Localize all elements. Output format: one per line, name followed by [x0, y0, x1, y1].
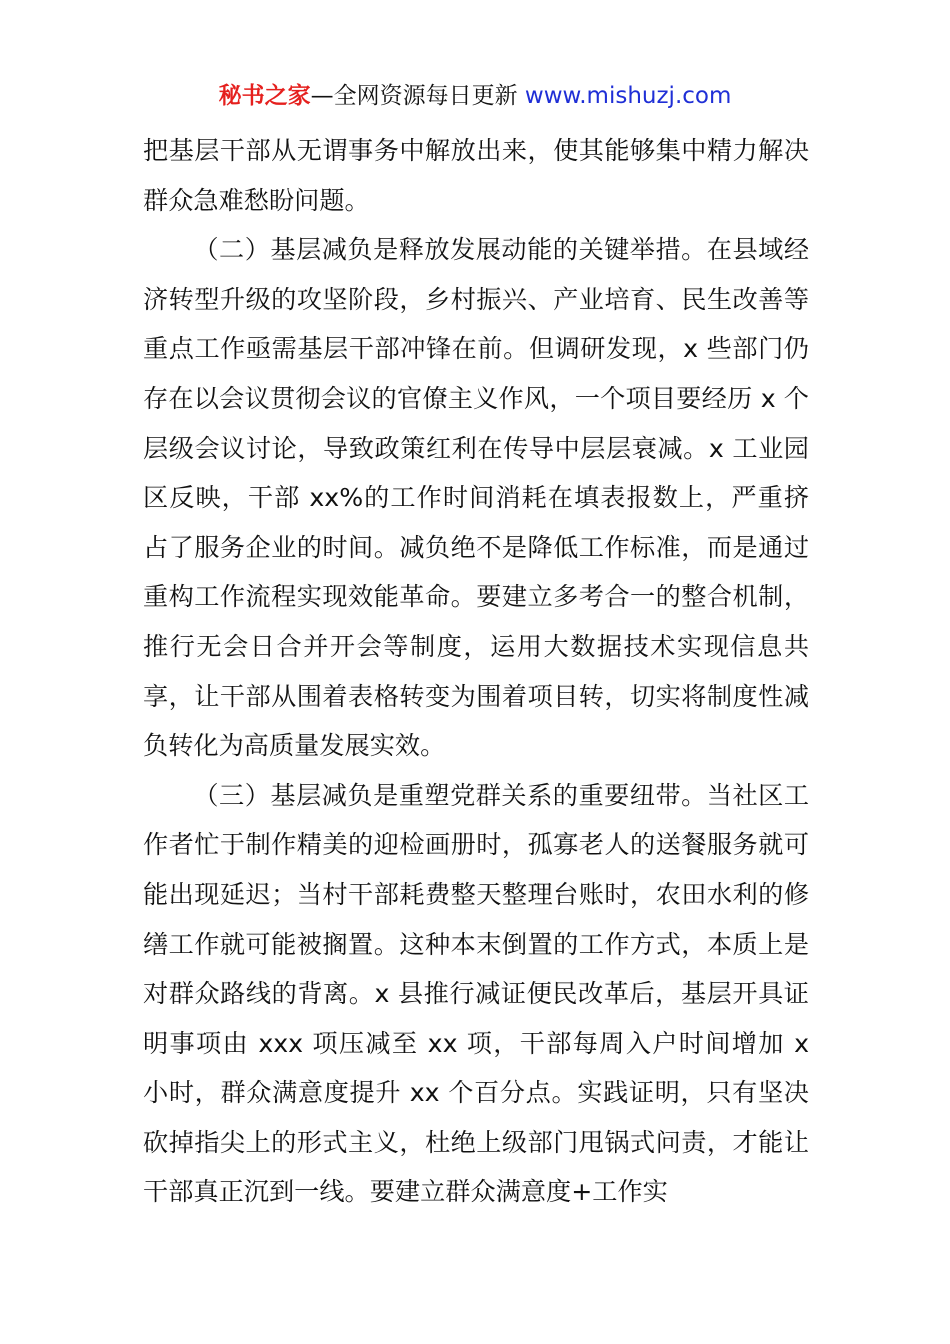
paragraph-section-2: （二）基层减负是释放发展动能的关键举措。在县域经济转型升级的攻坚阶段，乡村振兴、产业培育、民生改善等重点工作亟需基层干部冲锋在前。但调研发现，x 些部门仍存在以会议贯彻会议的官僚主义作风，一个项目要经历 x 个层级会议讨论，导致政策红利在传导中层层衰减。x 工业园区反映，干部 xx%的工作时间消耗在填表报数上，严重挤占了服务企业的时间。减负绝不是降低工作标准，而是通过重构工作流程实现效能革命。要建立多考合一的整合机制，推行无会日合并开会等制度，运用大数据技术实现信息共享，让干部从围着表格转变为围着项目转，切实将制度性减负转化为高质量发展实效。 [143, 235, 809, 761]
site-tagline: —全网资源每日更新 [310, 83, 525, 109]
site-brand: 秘书之家 [218, 83, 311, 109]
paragraph-section-3: （三）基层减负是重塑党群关系的重要纽带。当社区工作者忙于制作精美的迎检画册时，孤寡老人的送餐服务就可能出现延迟；当村干部耗费整天整理台账时，农田水利的修缮工作就可能被搁置。这种本末倒置的工作方式，本质上是对群众路线的背离。x 县推行减证便民改革后，基层开具证明事项由 xxx 项压减至 xx 项，干部每周入户时间增加 x 小时，群众满意度提升 xx 个百分点。实践证明，只有坚决砍掉指尖上的形式主义，杜绝上级部门甩锅式问责，才能让干部真正沉到一线。要建立群众满意度+工作实 [143, 780, 809, 1207]
site-header [0, 80, 950, 112]
site-url-link[interactable]: www.mishuzj.com [524, 83, 732, 109]
document-body [143, 126, 809, 1217]
paragraph-continuation: 把基层干部从无谓事务中解放出来，使其能够集中精力解决群众急难愁盼问题。 [143, 136, 809, 215]
